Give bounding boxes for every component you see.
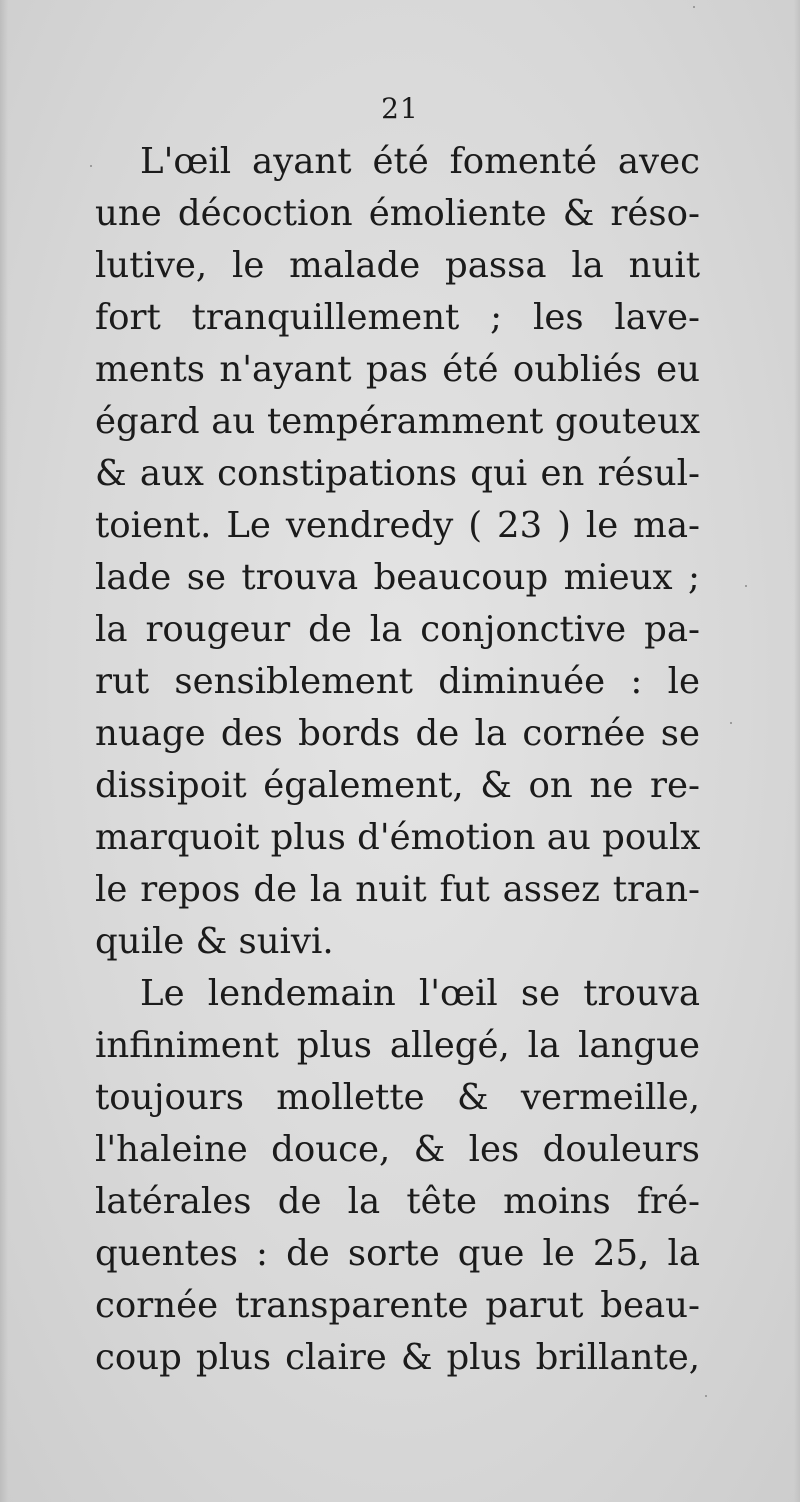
text-line: quile & suivi.: [95, 921, 334, 962]
text-line: toient. Le vendredy ( 23 ) le ma-: [95, 505, 700, 546]
text-line: la rougeur de la conjonctive pa-: [95, 609, 700, 650]
paper-speck: [730, 722, 732, 724]
text-line: infiniment plus allegé, la langue: [95, 1025, 700, 1066]
text-line: dissipoit également, & on ne re-: [95, 765, 700, 806]
text-line: L'œil ayant été fomenté avec: [140, 141, 700, 182]
text-line: & aux constipations qui en résul-: [95, 453, 700, 494]
paper-speck: [693, 6, 695, 8]
page-edge-shadow-right: [794, 0, 800, 1502]
text-line: cornée transparente parut beau-: [95, 1285, 700, 1326]
text-line: toujours mollette & vermeille,: [95, 1077, 700, 1118]
text-line: quentes : de sorte que le 25, la: [95, 1233, 700, 1274]
text-line: marquoit plus d'émotion au poulx: [95, 817, 700, 858]
text-line: nuage des bords de la cornée se: [95, 713, 700, 754]
page-edge-shadow-left: [0, 0, 8, 1502]
text-line: l'haleine douce, & les douleurs: [95, 1129, 700, 1170]
text-line: ments n'ayant pas été oubliés eu: [95, 349, 700, 390]
text-line: lutive, le malade passa la nuit: [95, 245, 700, 286]
body-text: [95, 136, 700, 1384]
text-line: le repos de la nuit fut assez tran-: [95, 869, 700, 910]
page-number: 21: [381, 92, 419, 125]
text-line: coup plus claire & plus brillante,: [95, 1337, 700, 1378]
text-line: fort tranquillement ; les lave-: [95, 297, 700, 338]
text-line: rut sensiblement diminuée : le: [95, 661, 700, 702]
text-line: égard au tempéramment gouteux: [95, 401, 700, 442]
text-line: Le lendemain l'œil se trouva: [140, 973, 700, 1014]
paper-speck: [745, 585, 747, 587]
paper-speck: [705, 1395, 707, 1397]
paragraph-2: [95, 968, 700, 1384]
text-line: lade se trouva beaucoup mieux ;: [95, 557, 700, 598]
text-line: une décoction émoliente & réso-: [95, 193, 700, 234]
paragraph-1: [95, 136, 700, 968]
paper-speck: [90, 165, 92, 167]
text-line: latérales de la tête moins fré-: [95, 1181, 700, 1222]
